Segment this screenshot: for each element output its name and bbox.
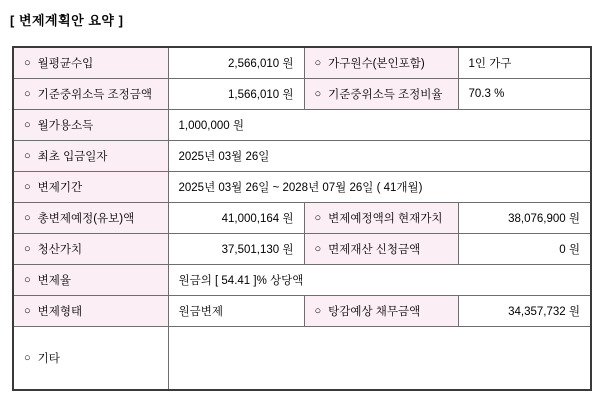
- value-median-income-adjusted-amount: 1,566,010 원: [168, 78, 304, 109]
- label-first-payment-date: [13, 140, 168, 171]
- row-label-text: 총변제예정(유보)액: [37, 212, 135, 225]
- value-present-value-of-repayment: 38,076,900 원: [458, 202, 591, 233]
- circle-bullet-icon: ○: [24, 150, 31, 162]
- table-row: [13, 326, 591, 390]
- row-label-text: 변제예정액의 현재가치: [328, 212, 443, 225]
- value-exempt-property-request: 0 원: [458, 233, 591, 264]
- table-row: [13, 264, 591, 295]
- circle-bullet-icon: ○: [314, 212, 322, 224]
- table-row: [13, 202, 591, 233]
- table-row: [13, 78, 591, 109]
- label-present-value-of-repayment: [304, 202, 458, 233]
- label-repayment-form: [13, 295, 168, 326]
- value-monthly-avg-income: 2,566,010 원: [168, 47, 304, 78]
- row-label-text: 기준중위소득 조정금액: [37, 88, 152, 101]
- table-row: [13, 109, 591, 140]
- value-repayment-form: 원금변제: [168, 295, 304, 326]
- label-repayment-rate: [13, 264, 168, 295]
- value-household-members: 1인 가구: [458, 47, 591, 78]
- label-median-income-adjust-ratio: [304, 78, 458, 109]
- label-monthly-disposable-income: [13, 109, 168, 140]
- label-liquidation-value: [13, 233, 168, 264]
- circle-bullet-icon: ○: [24, 305, 31, 317]
- value-total-expected-repayment: 41,000,164 원: [168, 202, 304, 233]
- row-label-text: 가구원수(본인포함): [328, 57, 425, 70]
- value-median-income-adjust-ratio: 70.3 %: [458, 78, 591, 109]
- circle-bullet-icon: ○: [24, 181, 31, 193]
- value-monthly-disposable-income: 1,000,000 원: [168, 109, 591, 140]
- table-row: [13, 140, 591, 171]
- repayment-plan-summary-table: [12, 46, 592, 391]
- circle-bullet-icon: ○: [24, 57, 31, 70]
- row-label-text: 탕감예상 채무금액: [328, 305, 421, 318]
- table-row: [13, 295, 591, 326]
- page-title: [ 변제계획안 요약 ]: [10, 13, 124, 28]
- circle-bullet-icon: ○: [314, 88, 322, 100]
- label-total-expected-repayment: [13, 202, 168, 233]
- row-label-text: 월평균수입: [37, 57, 94, 70]
- table-row: [13, 233, 591, 264]
- label-repayment-period: [13, 171, 168, 202]
- row-label-text: 변제형태: [37, 305, 83, 318]
- row-label-text: 청산가치: [37, 243, 83, 256]
- circle-bullet-icon: ○: [24, 352, 31, 365]
- row-label-text: 면제재산 신청금액: [328, 243, 421, 256]
- label-monthly-avg-income: [13, 47, 168, 78]
- row-label-text: 최초 입금일자: [37, 150, 108, 163]
- label-exempt-property-request: [304, 233, 458, 264]
- row-label-text: 변제기간: [37, 181, 83, 194]
- row-label-text: 월가용소득: [37, 119, 94, 132]
- label-expected-written-off-debt: [304, 295, 458, 326]
- value-first-payment-date: 2025년 03월 26일: [168, 140, 591, 171]
- circle-bullet-icon: ○: [24, 212, 31, 224]
- circle-bullet-icon: ○: [314, 305, 322, 317]
- circle-bullet-icon: ○: [24, 274, 31, 286]
- label-etc: [13, 326, 168, 390]
- value-liquidation-value: 37,501,130 원: [168, 233, 304, 264]
- circle-bullet-icon: ○: [24, 119, 31, 131]
- circle-bullet-icon: ○: [24, 243, 31, 255]
- table-row: [13, 171, 591, 202]
- value-repayment-period: 2025년 03월 26일 ~ 2028년 07월 26일 ( 41개월): [168, 171, 591, 202]
- circle-bullet-icon: ○: [314, 57, 322, 70]
- circle-bullet-icon: ○: [314, 243, 322, 255]
- label-median-income-adjusted-amount: [13, 78, 168, 109]
- value-repayment-rate: 원금의 [ 54.41 ]% 상당액: [168, 264, 591, 295]
- row-label-text: 변제율: [37, 274, 71, 287]
- value-etc: [168, 326, 591, 390]
- circle-bullet-icon: ○: [24, 88, 31, 100]
- table-row: [13, 47, 591, 78]
- label-household-members: [304, 47, 458, 78]
- row-label-text: 기준중위소득 조정비율: [328, 88, 443, 101]
- value-expected-written-off-debt: 34,357,732 원: [458, 295, 591, 326]
- row-label-text: 기타: [37, 352, 60, 365]
